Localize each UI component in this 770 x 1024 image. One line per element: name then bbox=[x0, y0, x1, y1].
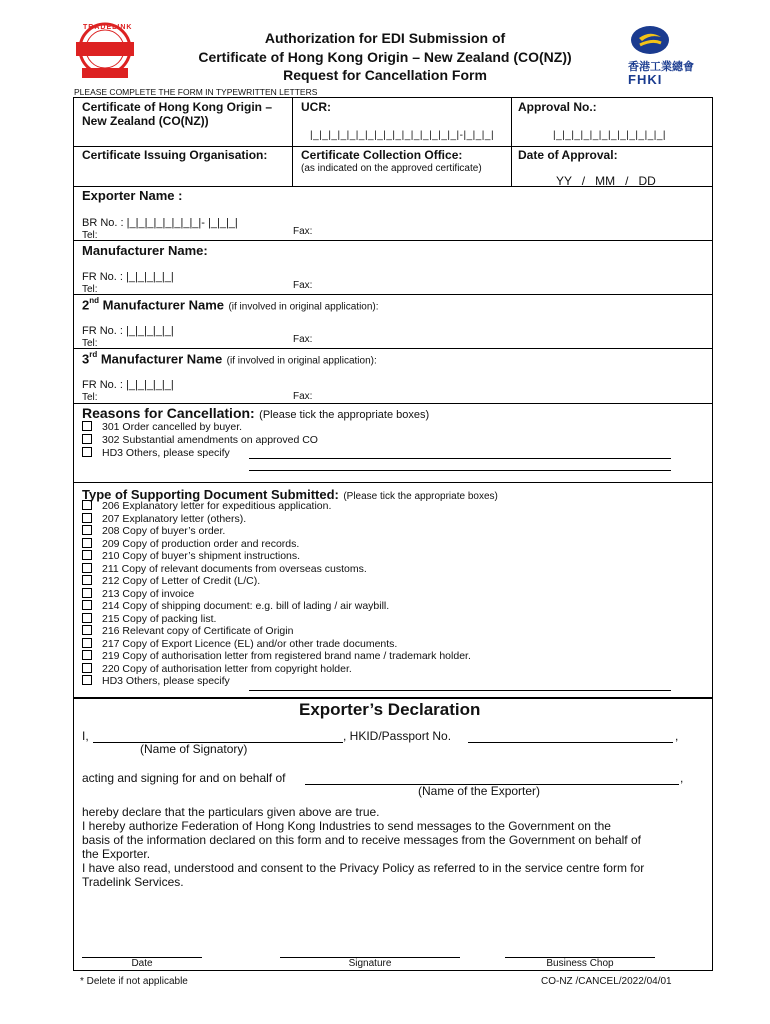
manufacturer3-fax-label: Fax: bbox=[293, 391, 313, 402]
cert-label-line1: Certificate of Hong Kong Origin – bbox=[82, 100, 273, 114]
checkbox[interactable] bbox=[82, 663, 92, 673]
manufacturer2-heading: 2nd Manufacturer Name (if involved in original application): bbox=[82, 296, 379, 313]
chop-caption: Business Chop bbox=[546, 958, 614, 969]
checkbox[interactable] bbox=[82, 513, 92, 523]
acting-label: acting and signing for and on behalf of bbox=[82, 771, 286, 785]
ucr-field[interactable]: |_|_|_|_|_|_|_|_|_|_|_|_|_|_|_|_|-|_|_|_| bbox=[310, 130, 495, 141]
documents-heading: Type of Supporting Document Submitted: (Please tick the appropriate boxes) bbox=[82, 487, 498, 502]
document-item[interactable]: 217 Copy of Export Licence (EL) and/or other trade documents. bbox=[82, 638, 397, 650]
fhki-logo-text: FHKI bbox=[628, 72, 663, 87]
manufacturer2-tel-label: Tel: bbox=[82, 338, 98, 349]
issuing-org-label: Certificate Issuing Organisation: bbox=[82, 148, 268, 162]
document-item[interactable]: 219 Copy of authorisation letter from registered brand name / trademark holder. bbox=[82, 650, 471, 662]
manufacturer3-heading: 3rd Manufacturer Name (if involved in original application): bbox=[82, 350, 377, 367]
form-instruction: PLEASE COMPLETE THE FORM IN TYPEWRITTEN LETTERS bbox=[74, 87, 318, 97]
checkbox[interactable] bbox=[82, 434, 92, 444]
exporter-br-field[interactable]: BR No. : |_|_|_|_|_|_|_|_|- |_|_|_| bbox=[82, 217, 238, 229]
checkbox[interactable] bbox=[82, 538, 92, 548]
checkbox[interactable] bbox=[82, 675, 92, 685]
document-item[interactable]: 216 Relevant copy of Certificate of Origin bbox=[82, 625, 293, 637]
signatory-caption: (Name of Signatory) bbox=[140, 742, 248, 756]
cert-label-line2: New Zealand (CO(NZ)) bbox=[82, 114, 209, 128]
date-approval-label: Date of Approval: bbox=[518, 148, 618, 162]
checkbox[interactable] bbox=[82, 575, 92, 585]
title-line-3: Request for Cancellation Form bbox=[283, 67, 487, 83]
document-item[interactable]: 213 Copy of invoice bbox=[82, 588, 194, 600]
declaration-para2-line1: I hereby authorize Federation of Hong Kong Industries to send messages to the Government on the bbox=[82, 819, 611, 833]
approval-no-field[interactable]: |_|_|_|_|_|_|_|_|_|_|_|_| bbox=[553, 130, 667, 141]
checkbox[interactable] bbox=[82, 525, 92, 535]
checkbox[interactable] bbox=[82, 588, 92, 598]
manufacturer3-tel-label: Tel: bbox=[82, 392, 98, 403]
title-line-2: Certificate of Hong Kong Origin – New Zealand (CO(NZ)) bbox=[198, 49, 572, 65]
checkbox[interactable] bbox=[82, 563, 92, 573]
hkid-label: , HKID/Passport No. bbox=[343, 729, 452, 743]
tradelink-logo-text: TRADELINK bbox=[83, 24, 133, 31]
date-format: YY / MM / DD bbox=[556, 174, 656, 188]
document-item[interactable]: 209 Copy of production order and records. bbox=[82, 538, 299, 550]
fhki-chinese-name: 香港工業總會 bbox=[628, 61, 694, 73]
document-item[interactable]: 220 Copy of authorisation letter from copyright holder. bbox=[82, 663, 352, 675]
declaration-i-label: I, bbox=[82, 729, 89, 743]
document-item[interactable]: 214 Copy of shipping document: e.g. bill of lading / air waybill. bbox=[82, 600, 389, 612]
manufacturer-tel-label: Tel: bbox=[82, 284, 98, 295]
declaration-para3-line2: Tradelink Services. bbox=[82, 875, 184, 889]
reason-item[interactable]: 301 Order cancelled by buyer. bbox=[82, 421, 242, 433]
manufacturer2-fr-field[interactable]: FR No. : |_|_|_|_|_| bbox=[82, 325, 174, 337]
approval-no-label: Approval No.: bbox=[518, 100, 597, 114]
document-item[interactable]: 215 Copy of packing list. bbox=[82, 613, 216, 625]
fhki-logo bbox=[628, 25, 718, 89]
form-code: CO-NZ /CANCEL/2022/04/01 bbox=[541, 976, 672, 987]
date-caption: Date bbox=[131, 958, 153, 969]
declaration-para2-line2: basis of the information declared on this form and to receive messages from the Government on behalf of bbox=[82, 833, 641, 847]
reason-item[interactable]: 302 Substantial amendments on approved CO bbox=[82, 434, 318, 446]
declaration-para2-line3: the Exporter. bbox=[82, 847, 151, 861]
exporter-fax-label: Fax: bbox=[293, 226, 313, 237]
manufacturer2-fax-label: Fax: bbox=[293, 334, 313, 345]
checkbox[interactable] bbox=[82, 421, 92, 431]
reasons-heading: Reasons for Cancellation: (Please tick the appropriate boxes) bbox=[82, 405, 430, 421]
checkbox[interactable] bbox=[82, 500, 92, 510]
footer-note: * Delete if not applicable bbox=[80, 976, 188, 987]
document-item[interactable]: 210 Copy of buyer’s shipment instructions. bbox=[82, 550, 300, 562]
manufacturer-fr-field[interactable]: FR No. : |_|_|_|_|_| bbox=[82, 271, 174, 283]
checkbox[interactable] bbox=[82, 550, 92, 560]
signature-caption: Signature bbox=[348, 958, 392, 969]
ucr-label: UCR: bbox=[301, 100, 331, 114]
exporter-caption: (Name of the Exporter) bbox=[418, 784, 541, 798]
declaration-title: Exporter’s Declaration bbox=[299, 700, 481, 719]
document-item[interactable]: 206 Explanatory letter for expeditious application. bbox=[82, 500, 331, 512]
checkbox[interactable] bbox=[82, 650, 92, 660]
checkbox[interactable] bbox=[82, 613, 92, 623]
document-item[interactable]: 212 Copy of Letter of Credit (L/C). bbox=[82, 575, 260, 587]
collection-office-note: (as indicated on the approved certificate) bbox=[301, 163, 482, 174]
tradelink-logo bbox=[68, 22, 142, 82]
document-item[interactable]: HD3 Others, please specify bbox=[82, 675, 230, 687]
checkbox[interactable] bbox=[82, 625, 92, 635]
hkid-line bbox=[468, 742, 673, 743]
reason-item[interactable]: HD3 Others, please specify bbox=[82, 447, 230, 459]
checkbox[interactable] bbox=[82, 638, 92, 648]
checkbox[interactable] bbox=[82, 600, 92, 610]
manufacturer-name-label: Manufacturer Name: bbox=[82, 243, 208, 258]
exporter-name-label: Exporter Name : bbox=[82, 188, 183, 203]
declaration-para1: hereby declare that the particulars given above are true. bbox=[82, 805, 380, 819]
exporter-tel-label: Tel: bbox=[82, 230, 98, 241]
document-item[interactable]: 207 Explanatory letter (others). bbox=[82, 513, 246, 525]
collection-office-label: Certificate Collection Office: bbox=[301, 148, 463, 162]
title-line-1: Authorization for EDI Submission of bbox=[264, 30, 506, 46]
checkbox[interactable] bbox=[82, 447, 92, 457]
manufacturer-fax-label: Fax: bbox=[293, 280, 313, 291]
document-item[interactable]: 211 Copy of relevant documents from overseas customs. bbox=[82, 563, 367, 575]
document-item[interactable]: 208 Copy of buyer’s order. bbox=[82, 525, 225, 537]
manufacturer3-fr-field[interactable]: FR No. : |_|_|_|_|_| bbox=[82, 379, 174, 391]
declaration-para3-line1: I have also read, understood and consent to the Privacy Policy as referred to in the service centre form for bbox=[82, 861, 645, 875]
